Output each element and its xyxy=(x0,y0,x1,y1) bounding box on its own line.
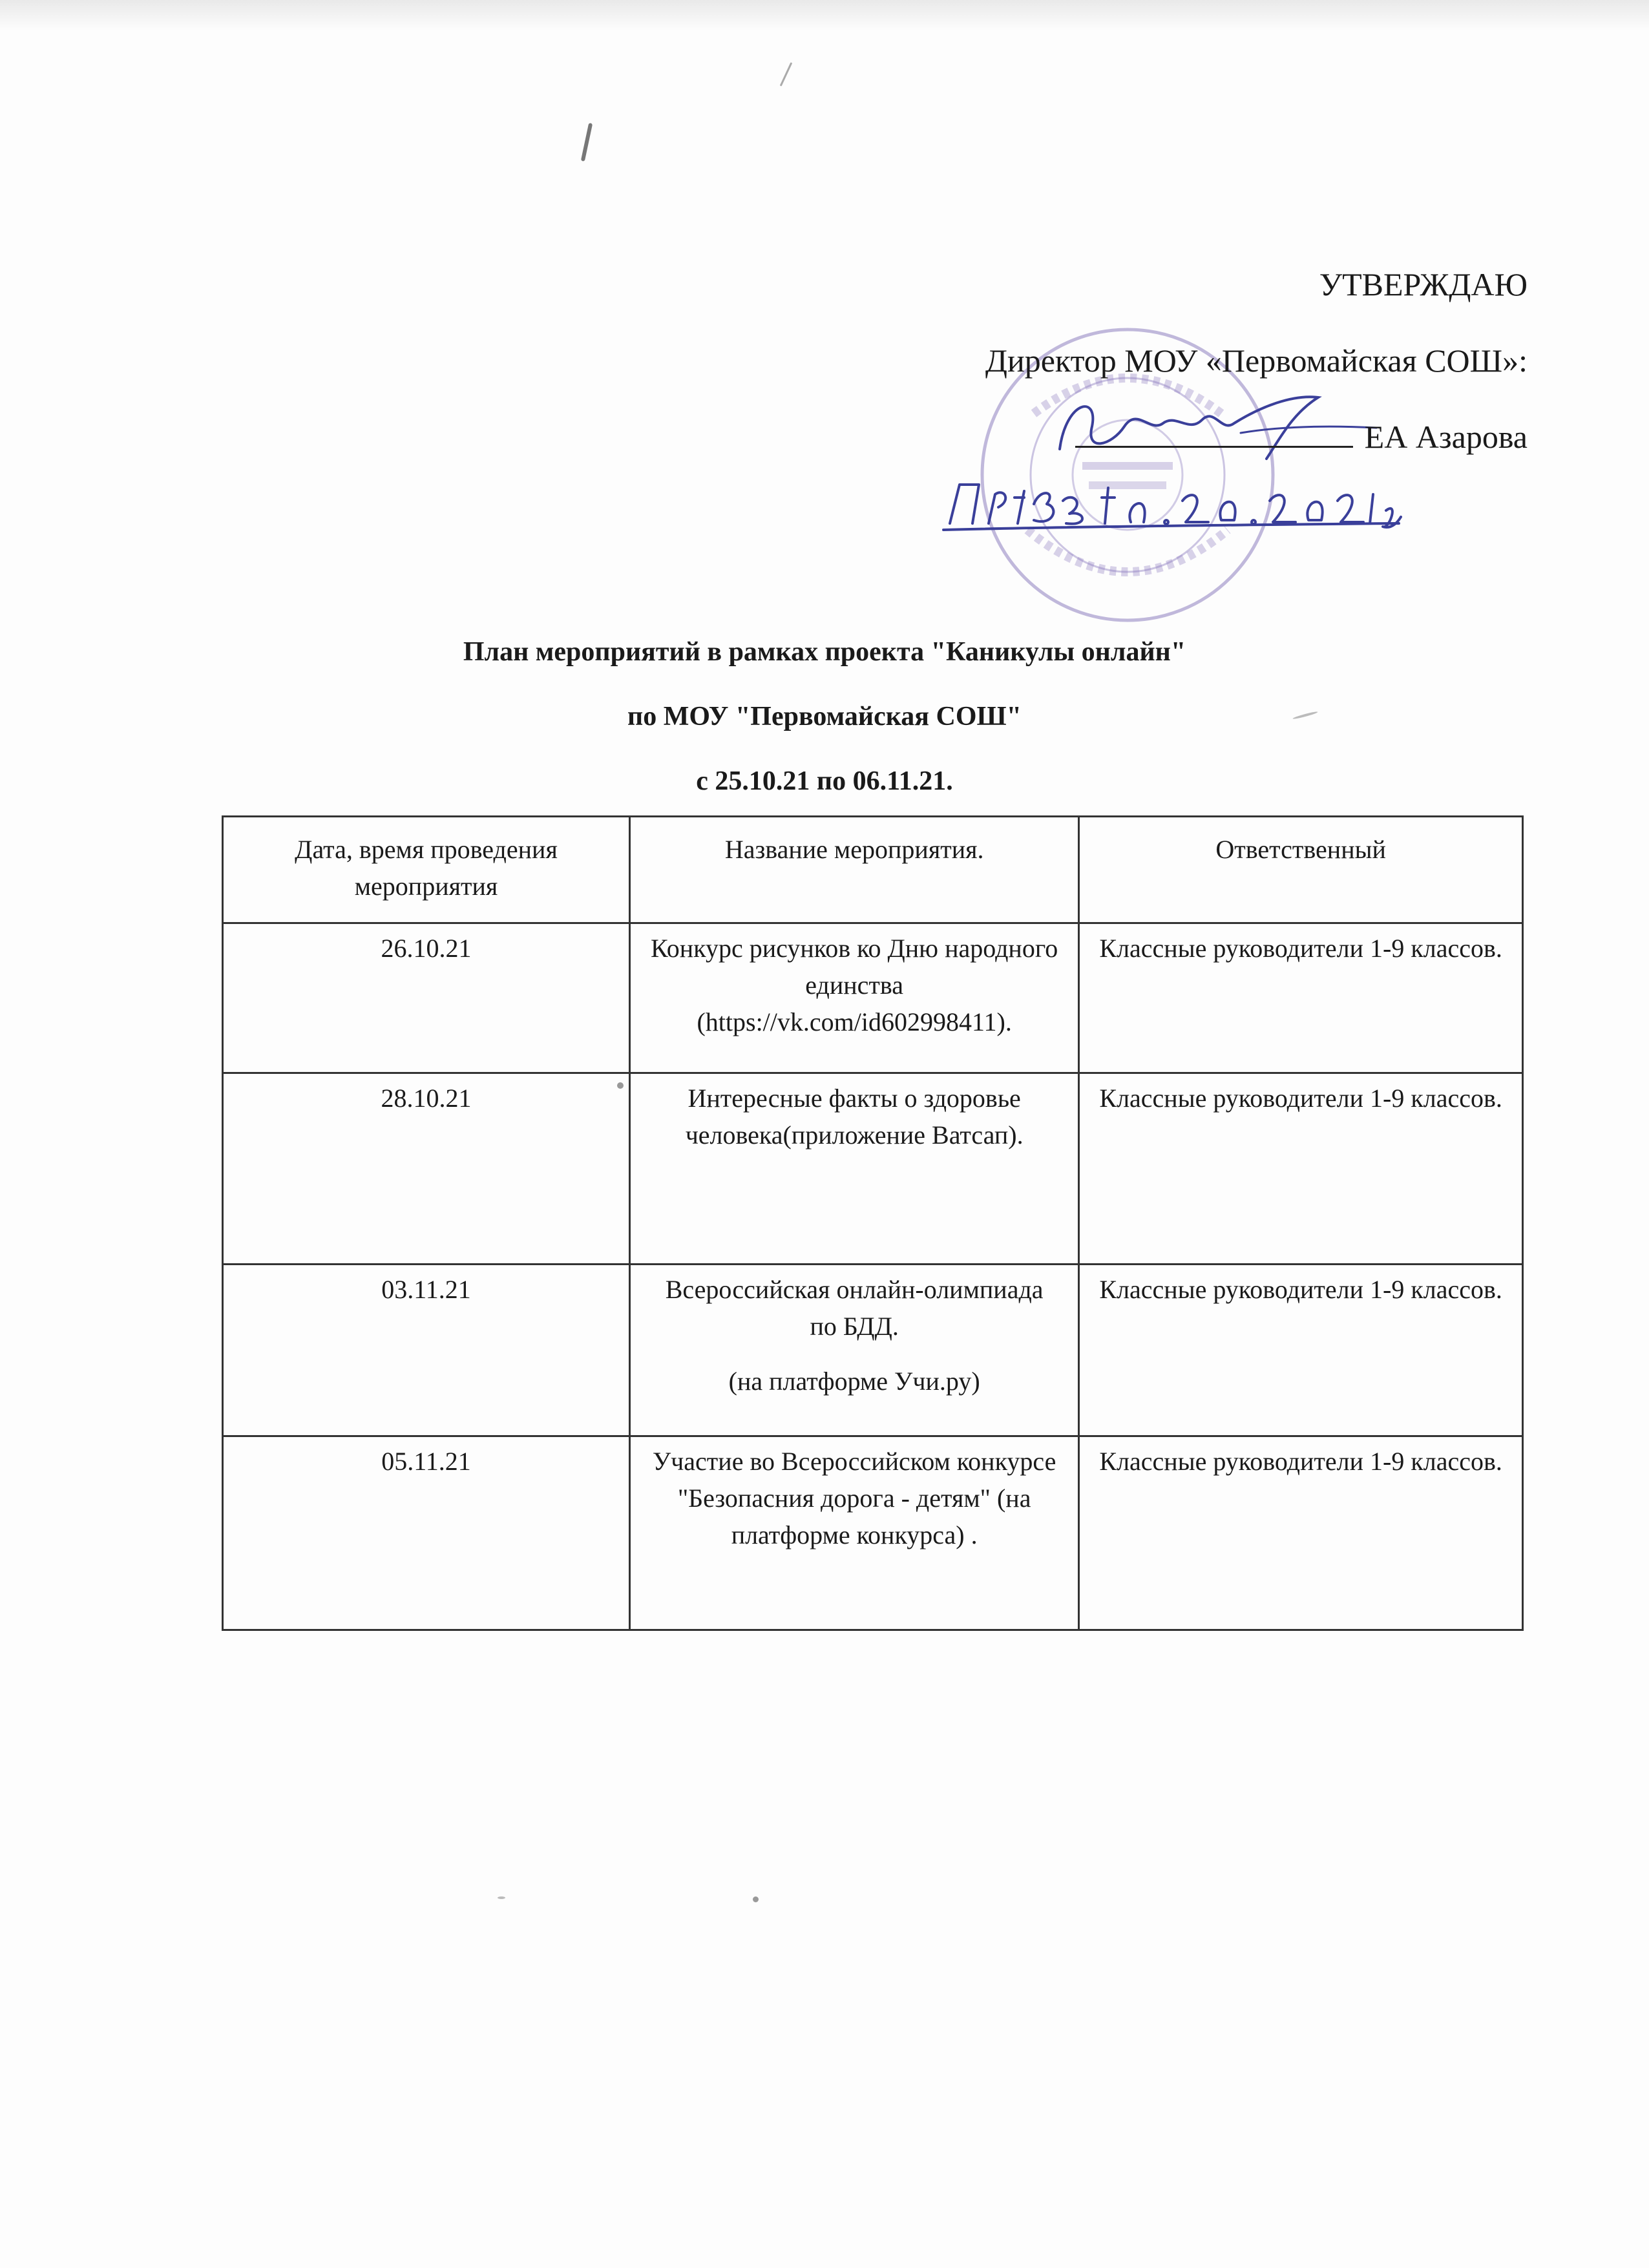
row-event-note: (на платформе Учи.ру) xyxy=(728,1366,980,1396)
row-date: 26.10.21 xyxy=(223,923,630,1073)
scan-mark xyxy=(498,1896,505,1899)
handwritten-order-note xyxy=(937,465,1402,536)
scan-mark xyxy=(753,1896,759,1902)
header-responsible: Ответственный xyxy=(1079,817,1523,923)
scan-mark xyxy=(780,62,793,87)
signature-underline xyxy=(1075,420,1353,448)
row-event: Всероссийская онлайн-олимпиада по БДД. xyxy=(665,1275,1044,1341)
row-date: 03.11.21 xyxy=(223,1265,630,1436)
events-table xyxy=(222,815,1524,1631)
document-title: План мероприятий в рамках проекта "Каникулы онлайн" xyxy=(463,637,1186,667)
document-period: с 25.10.21 по 06.11.21. xyxy=(696,766,953,796)
row-date: 28.10.21 xyxy=(223,1073,630,1265)
table-row xyxy=(223,1073,1523,1265)
signature-line xyxy=(1075,417,1528,456)
scan-edge xyxy=(0,0,1649,31)
row-date: 05.11.21 xyxy=(223,1436,630,1630)
row-event: Конкурс рисунков ко Дню народного единства (https://vk.com/id602998411). xyxy=(630,923,1079,1073)
header-date: Дата, время проведения мероприятия xyxy=(223,817,630,923)
row-event: Участие во Всероссийском конкурсе "Безопасния дорога - детям" (на платформе конкурса) . xyxy=(630,1436,1079,1630)
scan-mark xyxy=(581,123,593,162)
table-row xyxy=(223,923,1523,1073)
director-position: Директор МОУ «Первомайская СОШ»: xyxy=(985,342,1528,379)
row-responsible: Классные руководители 1-9 классов. xyxy=(1079,1265,1523,1436)
signatory-name: ЕА Азарова xyxy=(1364,419,1528,455)
row-responsible: Классные руководители 1-9 классов. xyxy=(1079,1073,1523,1265)
row-responsible: Классные руководители 1-9 классов. xyxy=(1079,1436,1523,1630)
table-row xyxy=(223,1436,1523,1630)
header-event: Название мероприятия. xyxy=(630,817,1079,923)
row-event-cell xyxy=(630,1265,1079,1436)
table-row xyxy=(223,1265,1523,1436)
table-header-row xyxy=(223,817,1523,923)
document-subtitle-school: по МОУ "Первомайская СОШ" xyxy=(627,702,1022,731)
row-responsible: Классные руководители 1-9 классов. xyxy=(1079,923,1523,1073)
row-event: Интересные факты о здоровье человека(приложение Ватсап). xyxy=(630,1073,1079,1265)
approval-title: УТВЕРЖДАЮ xyxy=(1319,266,1528,302)
scan-mark xyxy=(617,1082,624,1089)
